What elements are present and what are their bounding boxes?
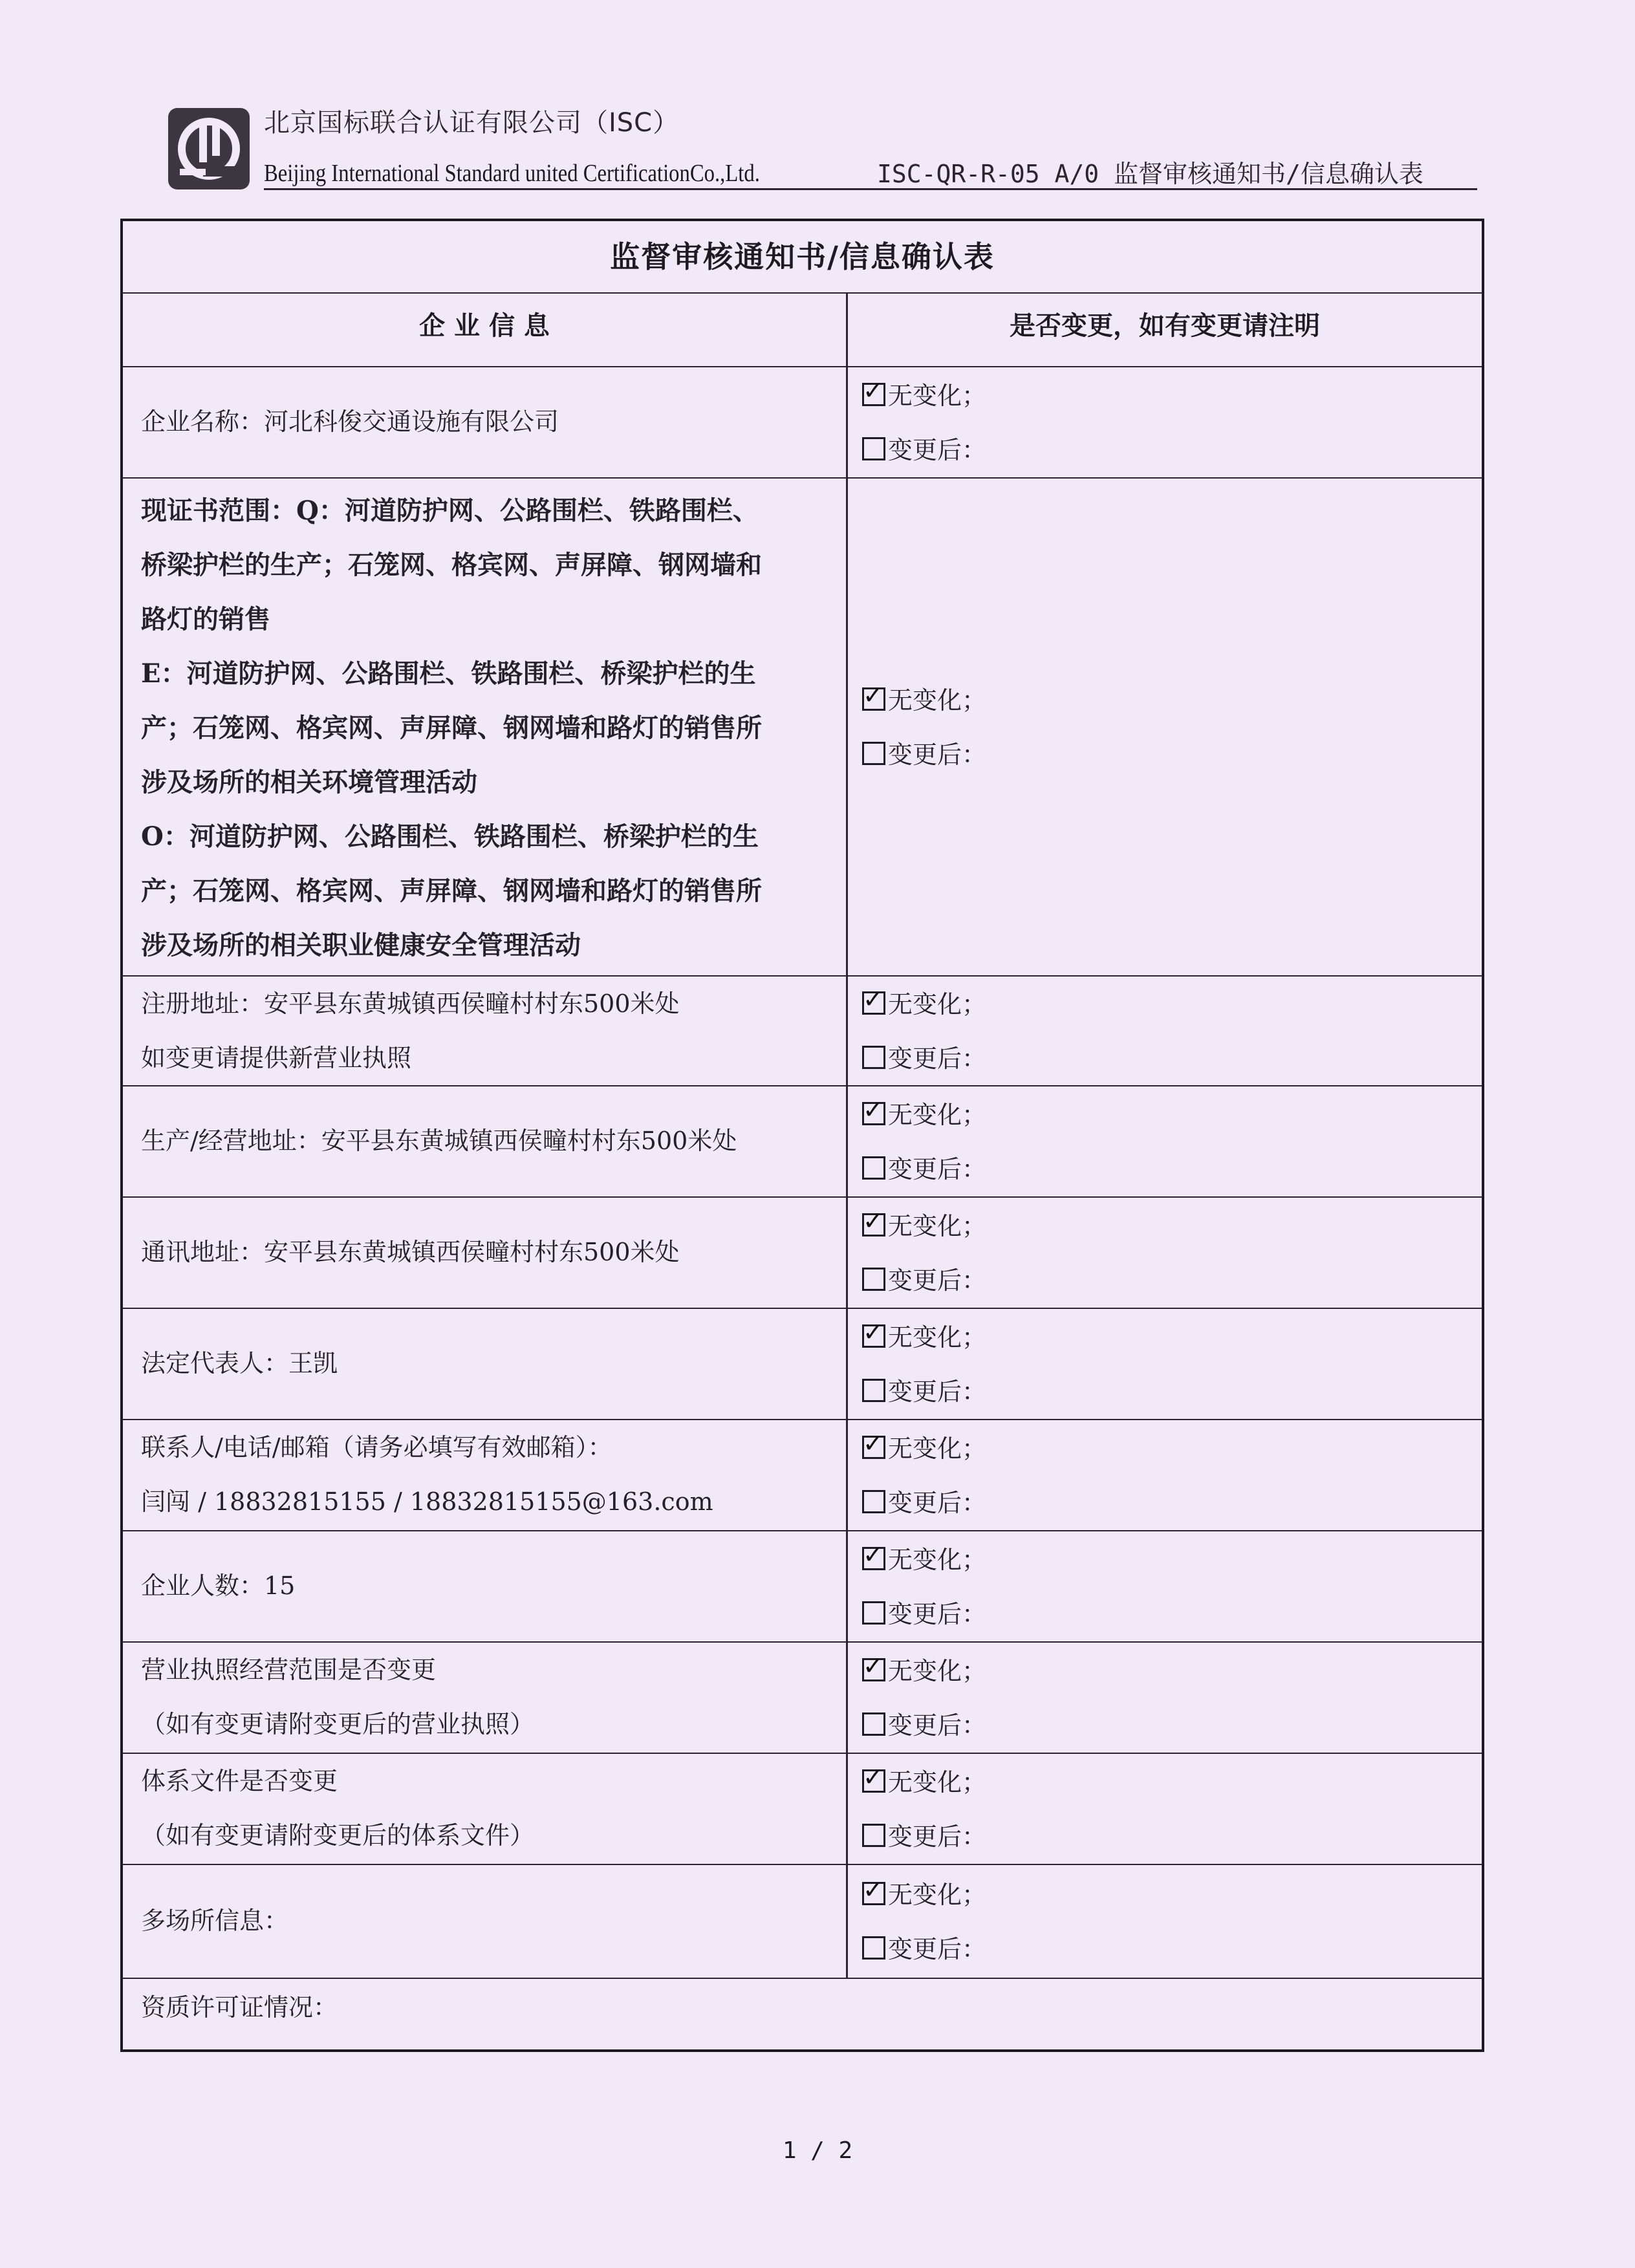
field-text: 桥梁护栏的生产；石笼网、格宾网、声屏障、钢网墙和 xyxy=(141,550,762,580)
empty-checkbox-icon[interactable] xyxy=(862,1046,885,1069)
mailing-address-label xyxy=(123,1198,846,1308)
changed-option[interactable] xyxy=(862,1476,1482,1530)
field-text: 通讯地址：安平县东黄城镇西侯疃村村东500米处 xyxy=(141,1238,680,1266)
checked-checkbox-icon[interactable]: ✓ xyxy=(862,1213,885,1237)
field-text: 体系文件是否变更 xyxy=(141,1767,338,1795)
empty-checkbox-icon[interactable] xyxy=(862,1268,885,1291)
unchanged-label: 无变化； xyxy=(888,1101,987,1129)
checked-checkbox-icon[interactable]: ✓ xyxy=(862,1769,885,1793)
document-code: ISC-QR-R-05 A/0 监督审核通知书/信息确认表 xyxy=(877,160,1424,188)
changed-option[interactable] xyxy=(862,1142,1482,1196)
header-rule xyxy=(264,188,1477,190)
changed-label: 变更后： xyxy=(888,1600,987,1628)
changed-option[interactable] xyxy=(862,1365,1482,1419)
changed-option[interactable] xyxy=(862,1698,1482,1753)
changed-label: 变更后： xyxy=(888,1155,987,1183)
contact-info-change-status xyxy=(848,1420,1482,1530)
unchanged-label: 无变化； xyxy=(888,382,987,410)
empty-checkbox-icon[interactable] xyxy=(862,1712,885,1736)
field-text: 联系人/电话/邮箱（请务必填写有效邮箱）： xyxy=(141,1433,612,1462)
field-text: 涉及场所的相关环境管理活动 xyxy=(141,767,477,797)
multi-site-info-change-status xyxy=(848,1865,1482,1978)
field-text: （如有变更请附变更后的体系文件） xyxy=(141,1821,535,1850)
field-text: 企业名称：河北科俊交通设施有限公司 xyxy=(141,407,559,436)
field-text: E：河道防护网、公路围栏、铁路围栏、桥梁护栏的生 xyxy=(141,658,756,689)
empty-checkbox-icon[interactable] xyxy=(862,742,885,765)
unchanged-option[interactable] xyxy=(862,673,1482,728)
changed-option[interactable] xyxy=(862,1031,1482,1085)
system-documents-change-status xyxy=(848,1754,1482,1864)
unchanged-label: 无变化； xyxy=(888,1546,987,1574)
changed-label: 变更后： xyxy=(888,1935,987,1963)
changed-option[interactable] xyxy=(862,1809,1482,1864)
unchanged-option[interactable] xyxy=(862,1421,1482,1476)
unchanged-option[interactable] xyxy=(862,977,1482,1031)
changed-label: 变更后： xyxy=(888,1489,987,1517)
page-number: 1 / 2 xyxy=(782,2137,853,2164)
company-name-en: Beijing International Standard united CertificationCo.,Ltd. xyxy=(264,160,760,187)
column-header-change: 是否变更，如有变更请注明 xyxy=(1010,310,1320,341)
qualification-label: 资质许可证情况： xyxy=(141,1993,338,2022)
changed-label: 变更后： xyxy=(888,1266,987,1295)
field-text: 如变更请提供新营业执照 xyxy=(141,1044,412,1072)
registered-address-label xyxy=(123,977,846,1085)
unchanged-option[interactable] xyxy=(862,1199,1482,1253)
checked-checkbox-icon[interactable]: ✓ xyxy=(862,1102,885,1125)
unchanged-label: 无变化； xyxy=(888,1323,987,1352)
field-text: （如有变更请附变更后的营业执照） xyxy=(141,1710,535,1738)
company-name-change-status xyxy=(848,367,1482,477)
field-text: 多场所信息： xyxy=(141,1906,289,1935)
field-text: 营业执照经营范围是否变更 xyxy=(141,1656,437,1684)
business-address-change-status xyxy=(848,1086,1482,1196)
mailing-address-change-status xyxy=(848,1198,1482,1308)
unchanged-option[interactable] xyxy=(862,1868,1482,1922)
field-text: 法定代表人：王凯 xyxy=(141,1349,338,1377)
checked-checkbox-icon[interactable]: ✓ xyxy=(862,1658,885,1681)
unchanged-option[interactable] xyxy=(862,1755,1482,1809)
changed-option[interactable] xyxy=(862,1922,1482,1976)
business-license-scope-label xyxy=(123,1643,846,1753)
unchanged-option[interactable] xyxy=(862,1644,1482,1698)
unchanged-option[interactable] xyxy=(862,1310,1482,1365)
empty-checkbox-icon[interactable] xyxy=(862,437,885,460)
business-address-label xyxy=(123,1086,846,1196)
changed-option[interactable] xyxy=(862,1587,1482,1641)
changed-label: 变更后： xyxy=(888,740,987,769)
unchanged-label: 无变化； xyxy=(888,1434,987,1463)
company-name-label xyxy=(123,367,846,477)
field-text: O：河道防护网、公路围栏、铁路围栏、桥梁护栏的生 xyxy=(141,821,759,852)
certificate-scope-label xyxy=(123,479,846,975)
checked-checkbox-icon[interactable]: ✓ xyxy=(862,1882,885,1905)
column-header-company-info: 企 业 信 息 xyxy=(419,310,550,341)
employee-count-change-status xyxy=(848,1531,1482,1641)
field-text: 产；石笼网、格宾网、声屏障、钢网墙和路灯的销售所 xyxy=(141,876,762,906)
registered-address-change-status xyxy=(848,977,1482,1085)
changed-option[interactable] xyxy=(862,423,1482,477)
legal-representative-change-status xyxy=(848,1309,1482,1419)
field-text: 注册地址：安平县东黄城镇西侯疃村村东500米处 xyxy=(141,989,680,1018)
changed-label: 变更后： xyxy=(888,1044,987,1073)
field-text: 生产/经营地址：安平县东黄城镇西侯疃村村东500米处 xyxy=(141,1127,737,1155)
unchanged-label: 无变化； xyxy=(888,1657,987,1685)
certificate-scope-change-status xyxy=(848,479,1482,975)
unchanged-label: 无变化； xyxy=(888,1881,987,1909)
unchanged-option[interactable] xyxy=(862,369,1482,423)
unchanged-label: 无变化； xyxy=(888,990,987,1019)
multi-site-info-label xyxy=(123,1865,846,1978)
employee-count-label xyxy=(123,1531,846,1641)
empty-checkbox-icon[interactable] xyxy=(862,1824,885,1847)
unchanged-option[interactable] xyxy=(862,1533,1482,1587)
system-documents-label xyxy=(123,1754,846,1864)
empty-checkbox-icon[interactable] xyxy=(862,1156,885,1180)
contact-info-label xyxy=(123,1420,846,1530)
field-text: 企业人数：15 xyxy=(141,1571,296,1600)
checked-checkbox-icon[interactable]: ✓ xyxy=(862,383,885,406)
changed-option[interactable] xyxy=(862,728,1482,782)
empty-checkbox-icon[interactable] xyxy=(862,1936,885,1960)
changed-label: 变更后： xyxy=(888,1822,987,1851)
form-title: 监督审核通知书/信息确认表 xyxy=(610,239,995,274)
business-license-scope-change-status xyxy=(848,1643,1482,1753)
legal-representative-label xyxy=(123,1309,846,1419)
unchanged-option[interactable] xyxy=(862,1088,1482,1142)
changed-option[interactable] xyxy=(862,1253,1482,1308)
confirmation-form xyxy=(120,219,1484,2052)
checked-checkbox-icon[interactable]: ✓ xyxy=(862,1436,885,1459)
field-text: 现证书范围：Q：河道防护网、公路围栏、铁路围栏、 xyxy=(141,495,759,526)
changed-label: 变更后： xyxy=(888,1711,987,1740)
unchanged-label: 无变化； xyxy=(888,686,987,715)
isc-logo xyxy=(166,105,252,192)
checked-checkbox-icon[interactable]: ✓ xyxy=(862,687,885,711)
checked-checkbox-icon[interactable]: ✓ xyxy=(862,1324,885,1348)
field-text: 产；石笼网、格宾网、声屏障、钢网墙和路灯的销售所 xyxy=(141,713,762,743)
company-name-cn: 北京国标联合认证有限公司（ISC） xyxy=(264,108,680,138)
field-text: 涉及场所的相关职业健康安全管理活动 xyxy=(141,930,581,960)
empty-checkbox-icon[interactable] xyxy=(862,1490,885,1513)
checked-checkbox-icon[interactable]: ✓ xyxy=(862,991,885,1015)
changed-label: 变更后： xyxy=(888,436,987,464)
field-text: 闫闯 / 18832815155 / 18832815155@163.com xyxy=(141,1487,713,1516)
unchanged-label: 无变化； xyxy=(888,1212,987,1240)
field-text: 路灯的销售 xyxy=(141,604,270,634)
changed-label: 变更后： xyxy=(888,1377,987,1406)
unchanged-label: 无变化； xyxy=(888,1768,987,1797)
checked-checkbox-icon[interactable]: ✓ xyxy=(862,1547,885,1570)
empty-checkbox-icon[interactable] xyxy=(862,1379,885,1402)
empty-checkbox-icon[interactable] xyxy=(862,1601,885,1625)
